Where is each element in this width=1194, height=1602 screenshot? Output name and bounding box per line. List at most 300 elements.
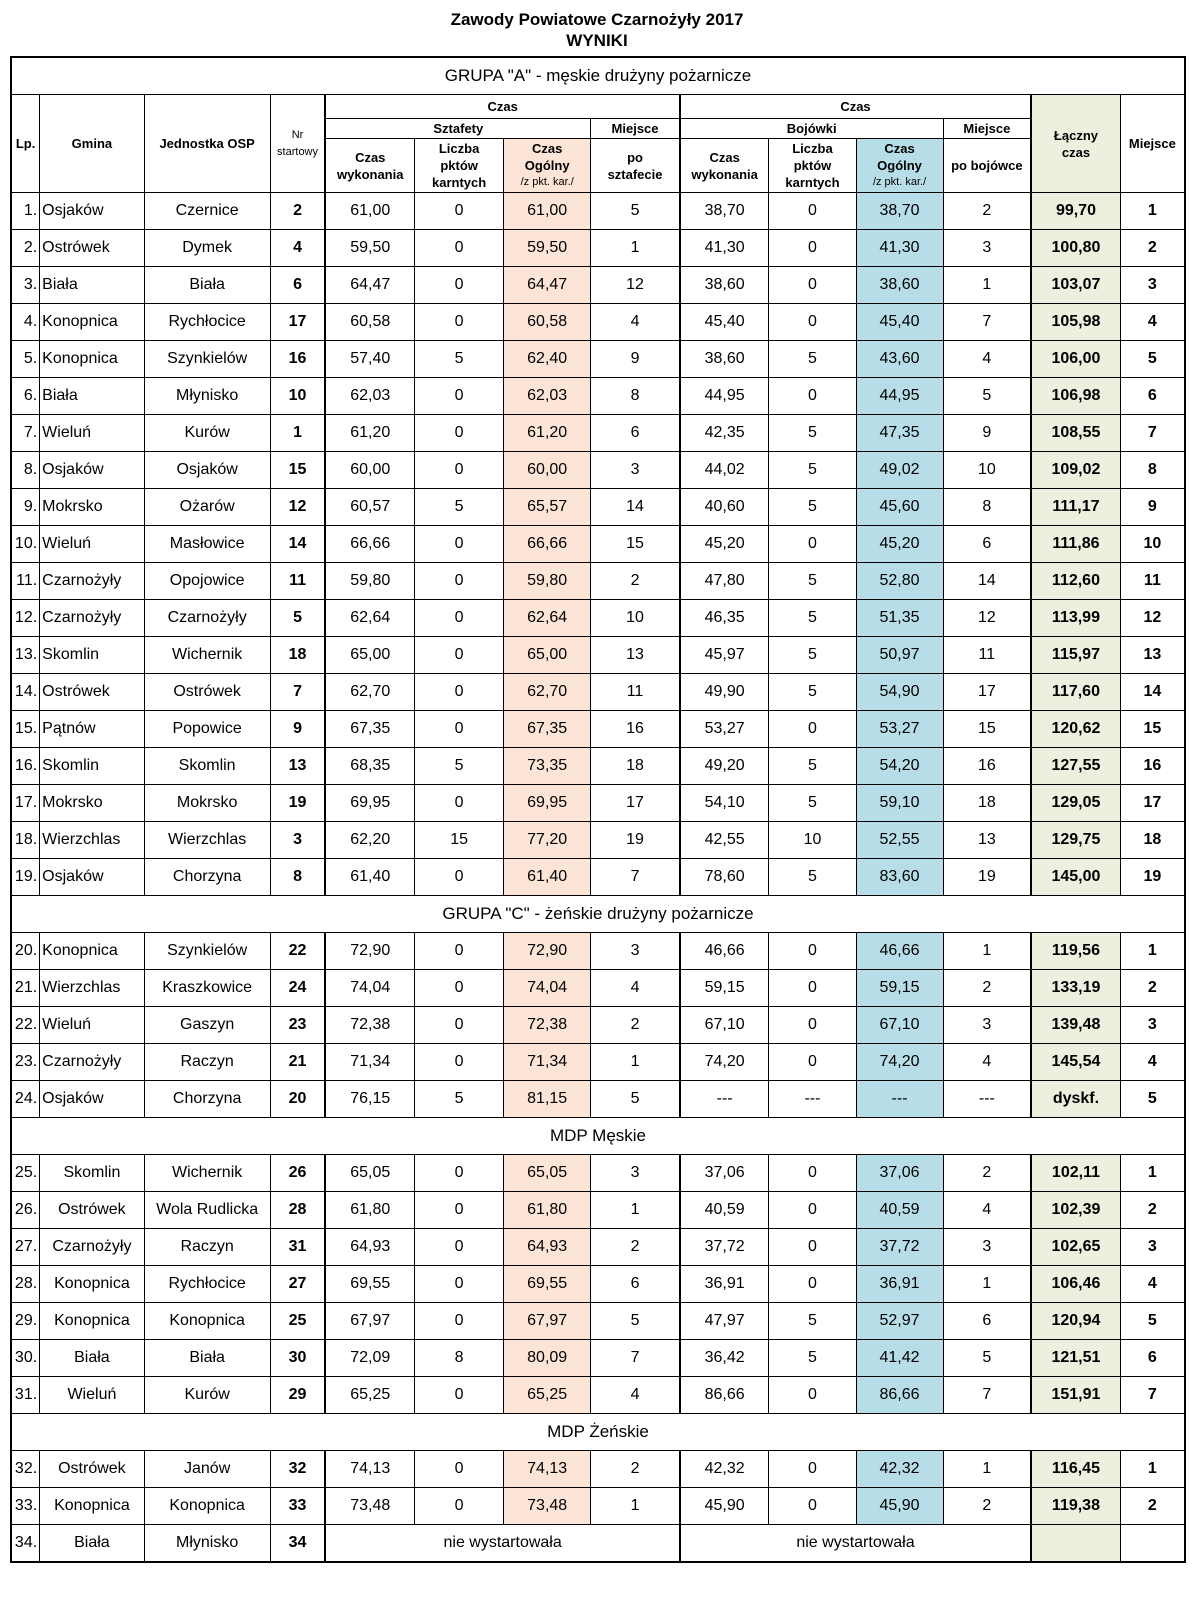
table-row: [11, 711, 1185, 748]
cell-miejsce-szt: 6: [591, 1266, 680, 1303]
cell-gmina: Ostrówek: [40, 674, 144, 711]
cell-punkty-karne-szt: 5: [415, 489, 504, 526]
cell-lp: 23.: [11, 1044, 40, 1081]
table-row: [11, 637, 1185, 674]
table-row: [11, 1081, 1185, 1118]
cell-jednostka: Rychłocice: [144, 304, 270, 341]
cell-miejsce-boj: 1: [943, 1266, 1031, 1303]
cell-gmina: Wieluń: [40, 415, 144, 452]
cell-miejsce-final: 4: [1120, 304, 1185, 341]
cell-czas-wykonania-szt: 57,40: [325, 341, 414, 378]
cell-jednostka: Biała: [144, 267, 270, 304]
cell-nr-startowy: 13: [270, 748, 325, 785]
table-row: [11, 1044, 1185, 1081]
cell-gmina: Konopnica: [40, 933, 144, 970]
cell-jednostka: Kurów: [144, 1377, 270, 1414]
cell-miejsce-boj: 6: [943, 526, 1031, 563]
cell-czas-ogolny-szt: 74,04: [504, 970, 591, 1007]
cell-czas-wykonania-boj: 37,72: [680, 1229, 769, 1266]
group-title: GRUPA "A" - męskie drużyny pożarnicze: [11, 57, 1185, 95]
cell-punkty-karne-boj: 0: [769, 1229, 856, 1266]
cell-punkty-karne-szt: 0: [415, 674, 504, 711]
table-row: [11, 193, 1185, 230]
cell-punkty-karne-boj: 0: [769, 1007, 856, 1044]
cell-miejsce-szt: 5: [591, 1081, 680, 1118]
cell-nr-startowy: 7: [270, 674, 325, 711]
cell-miejsce-szt: 1: [591, 1044, 680, 1081]
cell-laczny-czas: 120,62: [1031, 711, 1120, 748]
cell-czas-ogolny-szt: 71,34: [504, 1044, 591, 1081]
cell-miejsce-szt: 17: [591, 785, 680, 822]
header-miejsce-bojowki: Miejsce: [943, 119, 1031, 139]
page-subtitle: WYNIKI: [566, 31, 628, 50]
cell-miejsce-szt: 5: [591, 1303, 680, 1340]
cell-czas-wykonania-szt: 60,00: [325, 452, 414, 489]
cell-punkty-karne-boj: 0: [769, 193, 856, 230]
cell-punkty-karne-boj: 0: [769, 1192, 856, 1229]
cell-czas-wykonania-szt: 65,25: [325, 1377, 414, 1414]
cell-gmina: Konopnica: [40, 1303, 144, 1340]
cell-lp: 4.: [11, 304, 40, 341]
cell-czas-wykonania-boj: 42,35: [680, 415, 769, 452]
cell-punkty-karne-szt: 0: [415, 230, 504, 267]
cell-czas-ogolny-szt: 72,90: [504, 933, 591, 970]
cell-miejsce-szt: 9: [591, 341, 680, 378]
cell-miejsce-final: 2: [1120, 230, 1185, 267]
cell-miejsce-final: 2: [1120, 970, 1185, 1007]
cell-czas-ogolny-boj: 59,10: [856, 785, 943, 822]
cell-miejsce-final: 6: [1120, 378, 1185, 415]
cell-czas-wykonania-boj: 54,10: [680, 785, 769, 822]
cell-laczny-czas: 105,98: [1031, 304, 1120, 341]
header-laczny-line2: czas: [1061, 144, 1091, 160]
cell-jednostka: Gaszyn: [144, 1007, 270, 1044]
cell-miejsce-boj: 3: [943, 230, 1031, 267]
cell-nr-startowy: 21: [270, 1044, 325, 1081]
hdr-line: karntych: [432, 175, 487, 190]
cell-punkty-karne-szt: 0: [415, 1488, 504, 1525]
cell-laczny-czas: 113,99: [1031, 600, 1120, 637]
cell-laczny-czas: [1031, 1525, 1120, 1563]
header-po-sztafecie: [591, 139, 680, 193]
cell-czas-wykonania-szt: 76,15: [325, 1081, 414, 1118]
header-miejsce-sztafety: Miejsce: [591, 119, 680, 139]
cell-gmina: Mokrsko: [40, 785, 144, 822]
cell-czas-ogolny-szt: 64,93: [504, 1229, 591, 1266]
table-row: [11, 1303, 1185, 1340]
cell-lp: 8.: [11, 452, 40, 489]
cell-jednostka: Rychłocice: [144, 1266, 270, 1303]
cell-nr-startowy: 25: [270, 1303, 325, 1340]
hdr-line: Czas: [709, 149, 740, 165]
cell-czas-ogolny-boj: 38,70: [856, 193, 943, 230]
cell-miejsce-boj: 4: [943, 1044, 1031, 1081]
cell-miejsce-szt: 13: [591, 637, 680, 674]
cell-miejsce-szt: 4: [591, 970, 680, 1007]
cell-czas-wykonania-szt: 59,80: [325, 563, 414, 600]
cell-nr-startowy: 15: [270, 452, 325, 489]
cell-laczny-czas: 127,55: [1031, 748, 1120, 785]
cell-punkty-karne-szt: 5: [415, 341, 504, 378]
cell-miejsce-szt: 7: [591, 859, 680, 896]
cell-czas-ogolny-szt: 61,80: [504, 1192, 591, 1229]
cell-czas-ogolny-boj: 38,60: [856, 267, 943, 304]
table-row: [11, 489, 1185, 526]
cell-punkty-karne-boj: 0: [769, 711, 856, 748]
cell-punkty-karne-szt: 0: [415, 563, 504, 600]
cell-jednostka: Wichernik: [144, 637, 270, 674]
cell-miejsce-boj: 3: [943, 1229, 1031, 1266]
cell-czas-ogolny-szt: 62,40: [504, 341, 591, 378]
cell-gmina: Konopnica: [40, 1488, 144, 1525]
hdr-line: wykonania: [691, 166, 758, 182]
header-miejsce-final: Miejsce: [1120, 95, 1185, 193]
cell-punkty-karne-szt: 0: [415, 452, 504, 489]
hdr-line: Czas: [884, 141, 915, 156]
cell-lp: 27.: [11, 1229, 40, 1266]
cell-czas-ogolny-szt: 62,03: [504, 378, 591, 415]
cell-lp: 14.: [11, 674, 40, 711]
table-row: [11, 1340, 1185, 1377]
cell-punkty-karne-boj: 0: [769, 267, 856, 304]
cell-czas-wykonania-szt: 61,40: [325, 859, 414, 896]
header-nr-line1: Nr: [291, 128, 304, 141]
cell-punkty-karne-boj: 5: [769, 563, 856, 600]
cell-miejsce-final: 1: [1120, 193, 1185, 230]
cell-punkty-karne-szt: 0: [415, 1266, 504, 1303]
cell-lp: 11.: [11, 563, 40, 600]
cell-miejsce-boj: 7: [943, 304, 1031, 341]
cell-miejsce-boj: 4: [943, 1192, 1031, 1229]
header-liczba-pktow-szt: [415, 139, 504, 193]
cell-czas-wykonania-boj: 45,20: [680, 526, 769, 563]
cell-czas-wykonania-szt: 73,48: [325, 1488, 414, 1525]
cell-punkty-karne-boj: 5: [769, 1303, 856, 1340]
cell-czas-wykonania-boj: 53,27: [680, 711, 769, 748]
table-row: [11, 822, 1185, 859]
cell-czas-ogolny-boj: 50,97: [856, 637, 943, 674]
cell-czas-ogolny-boj: 59,15: [856, 970, 943, 1007]
cell-miejsce-final: 3: [1120, 1229, 1185, 1266]
cell-gmina: Biała: [40, 378, 144, 415]
cell-miejsce-final: 18: [1120, 822, 1185, 859]
cell-jednostka: Konopnica: [144, 1488, 270, 1525]
cell-czas-wykonania-szt: 66,66: [325, 526, 414, 563]
cell-nr-startowy: 19: [270, 785, 325, 822]
cell-czas-ogolny-szt: 80,09: [504, 1340, 591, 1377]
cell-punkty-karne-szt: 0: [415, 1044, 504, 1081]
cell-miejsce-final: 1: [1120, 1155, 1185, 1192]
cell-czas-ogolny-szt: 62,70: [504, 674, 591, 711]
header-czas-sztafety: Czas: [325, 95, 679, 119]
table-row: [11, 600, 1185, 637]
cell-nr-startowy: 18: [270, 637, 325, 674]
hdr-line: Liczba: [792, 141, 833, 156]
cell-czas-wykonania-szt: 60,58: [325, 304, 414, 341]
cell-jednostka: Wola Rudlicka: [144, 1192, 270, 1229]
cell-czas-ogolny-szt: 73,35: [504, 748, 591, 785]
cell-czas-wykonania-boj: 42,32: [680, 1451, 769, 1488]
cell-czas-wykonania-szt: 72,90: [325, 933, 414, 970]
cell-gmina: Wieluń: [40, 1377, 144, 1414]
cell-punkty-karne-boj: 10: [769, 822, 856, 859]
cell-czas-ogolny-szt: 62,64: [504, 600, 591, 637]
cell-jednostka: Ostrówek: [144, 674, 270, 711]
cell-czas-wykonania-boj: 47,97: [680, 1303, 769, 1340]
cell-miejsce-boj: 9: [943, 415, 1031, 452]
cell-gmina: Czarnożyły: [40, 1229, 144, 1266]
cell-punkty-karne-szt: 0: [415, 970, 504, 1007]
cell-nr-startowy: 4: [270, 230, 325, 267]
cell-laczny-czas: 151,91: [1031, 1377, 1120, 1414]
cell-czas-wykonania-szt: 72,09: [325, 1340, 414, 1377]
cell-laczny-czas: 111,86: [1031, 526, 1120, 563]
cell-miejsce-final: 16: [1120, 748, 1185, 785]
hdr-line: wykonania: [337, 166, 404, 182]
cell-punkty-karne-boj: 5: [769, 637, 856, 674]
cell-miejsce-szt: 4: [591, 1377, 680, 1414]
cell-czas-wykonania-boj: 86,66: [680, 1377, 769, 1414]
cell-punkty-karne-boj: 5: [769, 674, 856, 711]
hdr-line: /z pkt. kar./: [520, 176, 574, 188]
cell-czas-wykonania-boj: 78,60: [680, 859, 769, 896]
cell-lp: 29.: [11, 1303, 40, 1340]
cell-jednostka: Mokrsko: [144, 785, 270, 822]
cell-lp: 5.: [11, 341, 40, 378]
cell-gmina: Czarnożyły: [40, 600, 144, 637]
cell-miejsce-szt: 2: [591, 1451, 680, 1488]
cell-czas-ogolny-boj: 47,35: [856, 415, 943, 452]
cell-jednostka: Janów: [144, 1451, 270, 1488]
cell-czas-ogolny-boj: 45,40: [856, 304, 943, 341]
cell-punkty-karne-boj: 5: [769, 600, 856, 637]
cell-nr-startowy: 30: [270, 1340, 325, 1377]
cell-miejsce-szt: 7: [591, 1340, 680, 1377]
table-row: [11, 1525, 1185, 1563]
cell-laczny-czas: 133,19: [1031, 970, 1120, 1007]
cell-punkty-karne-boj: 0: [769, 1488, 856, 1525]
cell-czas-wykonania-boj: 59,15: [680, 970, 769, 1007]
table-row: [11, 452, 1185, 489]
table-row: [11, 1229, 1185, 1266]
cell-miejsce-boj: 2: [943, 970, 1031, 1007]
hdr-line: karntych: [785, 175, 840, 190]
cell-jednostka: Chorzyna: [144, 1081, 270, 1118]
cell-czas-wykonania-boj: 45,90: [680, 1488, 769, 1525]
cell-jednostka: Kraszkowice: [144, 970, 270, 1007]
table-row: [11, 1007, 1185, 1044]
cell-czas-ogolny-szt: 73,48: [504, 1488, 591, 1525]
cell-miejsce-szt: 18: [591, 748, 680, 785]
cell-miejsce-final: 5: [1120, 341, 1185, 378]
cell-nr-startowy: 33: [270, 1488, 325, 1525]
cell-gmina: Mokrsko: [40, 489, 144, 526]
cell-miejsce-szt: 5: [591, 193, 680, 230]
cell-punkty-karne-szt: 5: [415, 748, 504, 785]
cell-miejsce-final: 14: [1120, 674, 1185, 711]
cell-miejsce-boj: 2: [943, 193, 1031, 230]
cell-miejsce-final: 3: [1120, 267, 1185, 304]
cell-laczny-czas: 112,60: [1031, 563, 1120, 600]
cell-czas-ogolny-boj: 36,91: [856, 1266, 943, 1303]
cell-nr-startowy: 3: [270, 822, 325, 859]
hdr-line: po: [627, 149, 643, 165]
cell-punkty-karne-boj: 0: [769, 933, 856, 970]
cell-czas-ogolny-boj: 46,66: [856, 933, 943, 970]
cell-punkty-karne-szt: 5: [415, 1081, 504, 1118]
cell-nr-startowy: 26: [270, 1155, 325, 1192]
hdr-line: /z pkt. kar./: [872, 176, 927, 188]
cell-czas-ogolny-boj: 74,20: [856, 1044, 943, 1081]
cell-gmina: Konopnica: [40, 304, 144, 341]
cell-miejsce-boj: 18: [943, 785, 1031, 822]
cell-punkty-karne-boj: 0: [769, 230, 856, 267]
cell-miejsce-szt: 1: [591, 1488, 680, 1525]
cell-czas-wykonania-boj: 46,35: [680, 600, 769, 637]
cell-punkty-karne-szt: 0: [415, 600, 504, 637]
cell-miejsce-szt: 12: [591, 267, 680, 304]
cell-laczny-czas: 106,98: [1031, 378, 1120, 415]
cell-gmina: Biała: [40, 267, 144, 304]
hdr-line: pktów: [440, 158, 478, 173]
cell-czas-wykonania-szt: 60,57: [325, 489, 414, 526]
cell-gmina: Wierzchlas: [40, 970, 144, 1007]
table-row: [11, 1192, 1185, 1229]
cell-czas-ogolny-boj: 40,59: [856, 1192, 943, 1229]
cell-gmina: Wieluń: [40, 526, 144, 563]
cell-miejsce-boj: 3: [943, 1007, 1031, 1044]
cell-nr-startowy: 22: [270, 933, 325, 970]
header-czas-ogolny-szt: [504, 139, 591, 193]
cell-czas-wykonania-boj: 67,10: [680, 1007, 769, 1044]
cell-czas-ogolny-boj: 42,32: [856, 1451, 943, 1488]
cell-miejsce-final: 5: [1120, 1303, 1185, 1340]
cell-jednostka: Szynkielów: [144, 933, 270, 970]
cell-nr-startowy: 14: [270, 526, 325, 563]
cell-laczny-czas: 115,97: [1031, 637, 1120, 674]
cell-nr-startowy: 2: [270, 193, 325, 230]
cell-nr-startowy: 9: [270, 711, 325, 748]
cell-jednostka: Ożarów: [144, 489, 270, 526]
cell-nr-startowy: 1: [270, 415, 325, 452]
cell-czas-wykonania-boj: 42,55: [680, 822, 769, 859]
cell-miejsce-final: 2: [1120, 1488, 1185, 1525]
table-row: [11, 1266, 1185, 1303]
header-nr-startowy: [270, 95, 325, 193]
cell-miejsce-szt: 14: [591, 489, 680, 526]
cell-nr-startowy: 28: [270, 1192, 325, 1229]
cell-miejsce-final: 10: [1120, 526, 1185, 563]
cell-miejsce-szt: 19: [591, 822, 680, 859]
cell-nr-startowy: 20: [270, 1081, 325, 1118]
cell-nr-startowy: 8: [270, 859, 325, 896]
cell-czas-ogolny-boj: 37,72: [856, 1229, 943, 1266]
cell-czas-wykonania-szt: 69,95: [325, 785, 414, 822]
cell-jednostka: Kurów: [144, 415, 270, 452]
cell-gmina: Konopnica: [40, 1266, 144, 1303]
cell-miejsce-boj: 2: [943, 1155, 1031, 1192]
cell-czas-ogolny-boj: 86,66: [856, 1377, 943, 1414]
cell-czas-ogolny-szt: 59,80: [504, 563, 591, 600]
cell-laczny-czas: 106,00: [1031, 341, 1120, 378]
cell-miejsce-boj: 5: [943, 378, 1031, 415]
cell-laczny-czas: 117,60: [1031, 674, 1120, 711]
cell-czas-wykonania-szt: 62,70: [325, 674, 414, 711]
cell-czas-ogolny-boj: 49,02: [856, 452, 943, 489]
cell-miejsce-szt: 10: [591, 600, 680, 637]
cell-lp: 10.: [11, 526, 40, 563]
cell-nr-startowy: 32: [270, 1451, 325, 1488]
cell-miejsce-final: 4: [1120, 1266, 1185, 1303]
cell-lp: 20.: [11, 933, 40, 970]
cell-punkty-karne-szt: 0: [415, 1192, 504, 1229]
group-header-mdpm: [11, 1118, 1185, 1155]
group-title: MDP Żeńskie: [11, 1414, 1185, 1451]
cell-jednostka: Wichernik: [144, 1155, 270, 1192]
header-lp: Lp.: [11, 95, 40, 193]
cell-jednostka: Popowice: [144, 711, 270, 748]
cell-jednostka: Raczyn: [144, 1044, 270, 1081]
cell-gmina: Osjaków: [40, 193, 144, 230]
cell-miejsce-szt: 3: [591, 1155, 680, 1192]
cell-lp: 3.: [11, 267, 40, 304]
cell-gmina: Czarnożyły: [40, 563, 144, 600]
cell-punkty-karne-szt: 0: [415, 526, 504, 563]
cell-note-sztafety: nie wystartowała: [325, 1525, 679, 1563]
header-bojowki: Bojówki: [680, 119, 943, 139]
cell-czas-wykonania-szt: 71,34: [325, 1044, 414, 1081]
cell-laczny-czas: 120,94: [1031, 1303, 1120, 1340]
cell-czas-wykonania-boj: 38,60: [680, 267, 769, 304]
cell-punkty-karne-szt: 0: [415, 1229, 504, 1266]
table-row: [11, 304, 1185, 341]
cell-lp: 15.: [11, 711, 40, 748]
cell-czas-wykonania-boj: ---: [680, 1081, 769, 1118]
cell-czas-wykonania-boj: 40,59: [680, 1192, 769, 1229]
cell-czas-ogolny-szt: 69,55: [504, 1266, 591, 1303]
table-row: [11, 970, 1185, 1007]
cell-jednostka: Skomlin: [144, 748, 270, 785]
cell-miejsce-boj: 6: [943, 1303, 1031, 1340]
cell-gmina: Wieluń: [40, 1007, 144, 1044]
cell-miejsce-final: 11: [1120, 563, 1185, 600]
cell-czas-ogolny-boj: 37,06: [856, 1155, 943, 1192]
cell-nr-startowy: 10: [270, 378, 325, 415]
cell-laczny-czas: 102,65: [1031, 1229, 1120, 1266]
cell-punkty-karne-szt: 0: [415, 193, 504, 230]
cell-laczny-czas: 129,05: [1031, 785, 1120, 822]
cell-czas-wykonania-szt: 67,35: [325, 711, 414, 748]
cell-czas-ogolny-szt: 59,50: [504, 230, 591, 267]
cell-miejsce-final: 17: [1120, 785, 1185, 822]
cell-gmina: Ostrówek: [40, 1192, 144, 1229]
cell-czas-ogolny-szt: 72,38: [504, 1007, 591, 1044]
group-header-mdpz: [11, 1414, 1185, 1451]
cell-czas-ogolny-boj: 41,30: [856, 230, 943, 267]
cell-gmina: Osjaków: [40, 859, 144, 896]
cell-gmina: Osjaków: [40, 1081, 144, 1118]
hdr-line: Czas: [355, 149, 386, 165]
cell-jednostka: Czarnożyły: [144, 600, 270, 637]
cell-czas-ogolny-boj: 52,97: [856, 1303, 943, 1340]
cell-czas-wykonania-szt: 74,13: [325, 1451, 414, 1488]
table-row: [11, 378, 1185, 415]
cell-laczny-czas: 119,56: [1031, 933, 1120, 970]
cell-nr-startowy: 12: [270, 489, 325, 526]
cell-punkty-karne-szt: 0: [415, 1451, 504, 1488]
group-title: MDP Męskie: [11, 1118, 1185, 1155]
cell-miejsce-boj: 12: [943, 600, 1031, 637]
